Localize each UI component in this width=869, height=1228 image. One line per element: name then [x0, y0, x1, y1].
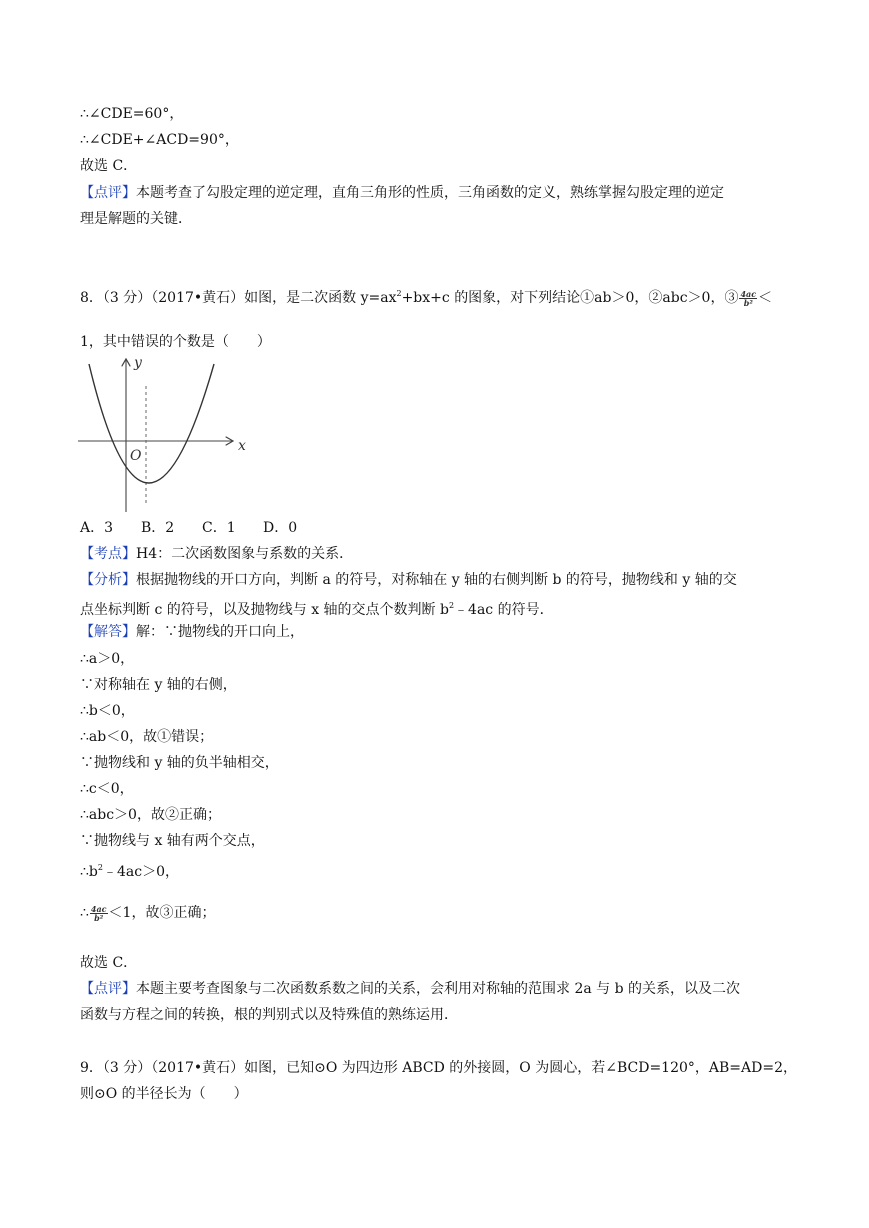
- solution-step: ∵抛物线与 x 轴有两个交点，: [80, 833, 265, 849]
- jieda-text: 解：∵抛物线的开口向上，: [136, 624, 304, 640]
- stem-text: +bx+c 的图象，对下列结论①ab＞0，②abc＞0，③: [401, 290, 739, 306]
- option-b: B．2: [141, 520, 175, 536]
- solution-step: ∴ab＜0，故①错误；: [80, 729, 214, 745]
- superscript: 2: [448, 601, 455, 610]
- fraction-4ac-over-b2: [739, 290, 757, 307]
- fenxi-text: 根据抛物线的开口方向，判断 a 的符号，对称轴在 y 轴的右侧判断 b 的符号，抛物线和 y 轴的交: [136, 572, 737, 588]
- option-c: C．1: [202, 520, 236, 536]
- comment-tag: 【点评】: [80, 185, 136, 201]
- solution-step: ∴a＞0，: [80, 651, 135, 667]
- kaodian-text: H4：二次函数图象与系数的关系．: [136, 546, 354, 562]
- fenxi-text: 点坐标判断 c 的符号，以及抛物线与 x 轴的交点个数判断 b: [80, 602, 449, 618]
- text-line: 故选 C．: [80, 158, 138, 174]
- text-line: 1，其中错误的个数是（ ）: [80, 334, 271, 350]
- text-line: ∴∠CDE=60°，: [80, 106, 184, 122]
- dianping-paragraph: [80, 979, 740, 999]
- solution-step: ∴b＜0，: [80, 703, 135, 719]
- jieda-tag: 【解答】: [80, 624, 136, 640]
- stem-text: ＜: [758, 290, 773, 306]
- dianping-tag: 【点评】: [80, 981, 136, 997]
- step-text: ∴b: [80, 864, 98, 880]
- fenxi-paragraph: [80, 570, 737, 590]
- text-line: 则⊙O 的半径长为（ ）: [80, 1086, 248, 1102]
- fenxi-text: ﹣4ac 的符号．: [454, 602, 554, 618]
- dianping-text: 本题主要考查图象与二次函数系数之间的关系，会利用对称轴的范围求 2a 与 b 的关系，以及二次: [136, 981, 741, 997]
- option-d: D．0: [263, 520, 298, 536]
- solution-step: 故选 C．: [80, 955, 138, 971]
- solution-step: [80, 858, 179, 882]
- question-8-stem: [80, 284, 772, 308]
- option-a: A．3: [80, 520, 114, 536]
- step-text: ＜1，故③正确；: [108, 905, 216, 921]
- fraction-numerator: 4ac: [90, 903, 107, 914]
- question-9-stem: 9．（3 分）（2017•黄石）如图，已知⊙O 为四边形 ABCD 的外接圆，O 为圆心，若∠BCD=120°，AB=AD=2，: [80, 1060, 797, 1076]
- text-line: 理是解题的关键．: [80, 211, 192, 227]
- parabola-graph: [74, 352, 254, 512]
- stem-text: 8．（3 分）（2017•黄石）如图，是二次函数 y=ax: [80, 290, 397, 306]
- x-axis-label: x: [238, 438, 246, 454]
- solution-step: [80, 903, 215, 923]
- superscript: 2: [97, 863, 103, 872]
- y-axis-label: y: [134, 355, 142, 371]
- step-text: ﹣4ac＞0，: [102, 864, 179, 880]
- solution-step: ∴abc＞0，故②正确；: [80, 807, 221, 823]
- parabola-curve: [89, 364, 214, 483]
- jieda-paragraph: [80, 622, 304, 642]
- comment-text: 本题考查了勾股定理的逆定理，直角三角形的性质，三角函数的定义，熟练掌握勾股定理的逆定: [136, 185, 724, 201]
- text-line: ∴∠CDE+∠ACD=90°，: [80, 132, 239, 148]
- fraction-denominator: b²: [94, 912, 104, 923]
- fraction-numerator: 4ac: [740, 288, 757, 299]
- fenxi-tag: 【分析】: [80, 572, 136, 588]
- solution-step: ∴c＜0，: [80, 781, 134, 797]
- fenxi-continuation: [80, 596, 554, 620]
- superscript: 2: [396, 289, 402, 298]
- fraction-denominator: b²: [743, 297, 753, 308]
- step-text: ∴: [80, 905, 89, 921]
- kaodian-paragraph: [80, 544, 353, 564]
- solution-step: ∵对称轴在 y 轴的右侧，: [80, 677, 237, 693]
- solution-step: ∵抛物线和 y 轴的负半轴相交，: [80, 755, 279, 771]
- text-line: 函数与方程之间的转换，根的判别式以及特殊值的熟练运用．: [80, 1007, 458, 1023]
- origin-label: O: [130, 448, 142, 464]
- comment-paragraph: [80, 183, 724, 203]
- answer-options: [80, 518, 297, 538]
- fraction-4ac-over-b2: [90, 905, 108, 922]
- kaodian-tag: 【考点】: [80, 546, 136, 562]
